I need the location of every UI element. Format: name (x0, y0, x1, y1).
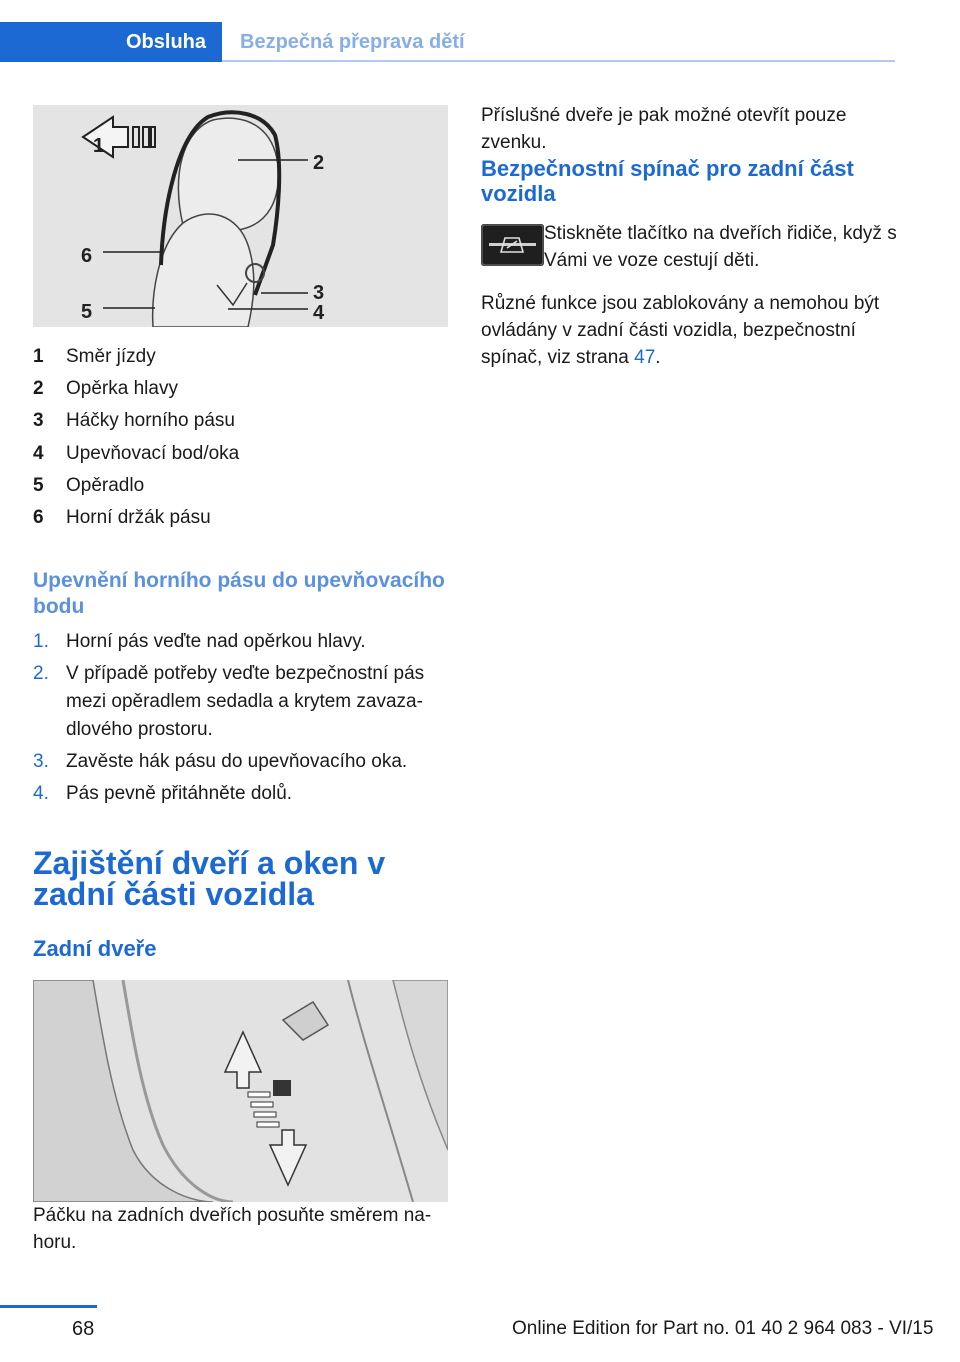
legend-number: 2 (33, 378, 44, 400)
rear-door-illustration (33, 980, 448, 1202)
seat-belt-figure (33, 105, 448, 327)
callout-4: 4 (313, 302, 325, 324)
callout-3: 3 (313, 282, 325, 304)
figure-legend (33, 341, 448, 534)
step-number: 3. (33, 751, 49, 773)
sentence-end: . (655, 347, 661, 368)
header-tabbar (0, 22, 895, 62)
door-open-note: Příslušné dveře je pak možné otevřít pouze zvenku. (481, 105, 847, 153)
legend-text: Háčky horního pásu (66, 410, 235, 432)
step-text: Horní pás veďte nad opěrkou hlavy. (66, 631, 366, 653)
legend-item (33, 341, 448, 373)
rear-door-figure (33, 980, 448, 1202)
section-title: Zajištění dveří a oken v zadní části vozidla (33, 845, 386, 913)
blocked-functions-text (481, 290, 901, 371)
safety-switch-row (481, 220, 901, 274)
blocked-functions-body: Různé funkce jsou zablokovány a nemohou být ovládány v zadní části vozidla, bezpečnostní spínač, viz strana (481, 293, 880, 368)
callout-1: 1 (93, 135, 105, 157)
legend-number: 5 (33, 474, 44, 496)
safety-switch-heading: Bezpečnostní spínač pro zadní část vozidla (481, 156, 854, 206)
edition-info: Online Edition for Part no. 01 40 2 964 083 - VI/15 (512, 1318, 934, 1339)
step-item (33, 628, 448, 656)
step-text: Zavěste hák pásu do upevňovacího oka. (66, 751, 408, 773)
legend-number: 1 (33, 346, 44, 367)
legend-number: 6 (33, 507, 44, 529)
legend-text: Upevňovací bod/oka (66, 442, 240, 464)
legend-item (33, 470, 448, 502)
safety-switch-text: Stiskněte tlačítko na dveřích řidiče, když s Vámi ve voze cestují děti. (544, 223, 897, 271)
legend-item (33, 438, 448, 470)
legend-text: Opěrka hlavy (66, 378, 178, 400)
rear-doors-heading: Zadní dveře (33, 936, 157, 962)
tab-child-transport[interactable]: Bezpečná přeprava dětí (240, 31, 465, 53)
upper-belt-heading: Upevnění horního pásu do upevňovacího bodu (33, 569, 445, 619)
right-column (481, 102, 901, 371)
step-item (33, 780, 448, 808)
left-column (33, 105, 448, 1256)
child-lock-button-icon (481, 224, 544, 266)
page-number: 68 (72, 1318, 95, 1340)
callout-5: 5 (81, 301, 93, 323)
legend-text: Směr jízdy (66, 346, 156, 367)
legend-item (33, 405, 448, 437)
legend-item (33, 373, 448, 405)
legend-number: 4 (33, 442, 44, 464)
footer-rule (0, 1305, 97, 1308)
upper-belt-steps (33, 628, 448, 808)
step-number: 1. (33, 631, 49, 653)
step-text: Pás pevně přitáhněte dolů. (66, 783, 293, 805)
step-number: 4. (33, 783, 49, 805)
page-reference-link[interactable]: 47 (634, 347, 656, 368)
tab-obsluha[interactable]: Obsluha (0, 22, 222, 62)
step-item (33, 660, 448, 744)
legend-text: Opěradlo (66, 474, 145, 496)
callout-2: 2 (313, 152, 325, 174)
seat-belt-illustration (33, 105, 448, 327)
callout-6: 6 (81, 245, 93, 267)
rear-doors-caption: Páčku na zadních dveřích posuňte směrem nahoru. (33, 1205, 432, 1254)
legend-item (33, 502, 448, 534)
step-number: 2. (33, 663, 49, 685)
step-item (33, 748, 448, 776)
legend-number: 3 (33, 410, 44, 432)
step-text: V případě potřeby veďte bezpečnostní pás mezi opěradlem sedadla a krytem zavazadlového prostoru. (66, 663, 425, 741)
header-divider (222, 60, 895, 62)
legend-text: Horní držák pásu (66, 507, 211, 529)
